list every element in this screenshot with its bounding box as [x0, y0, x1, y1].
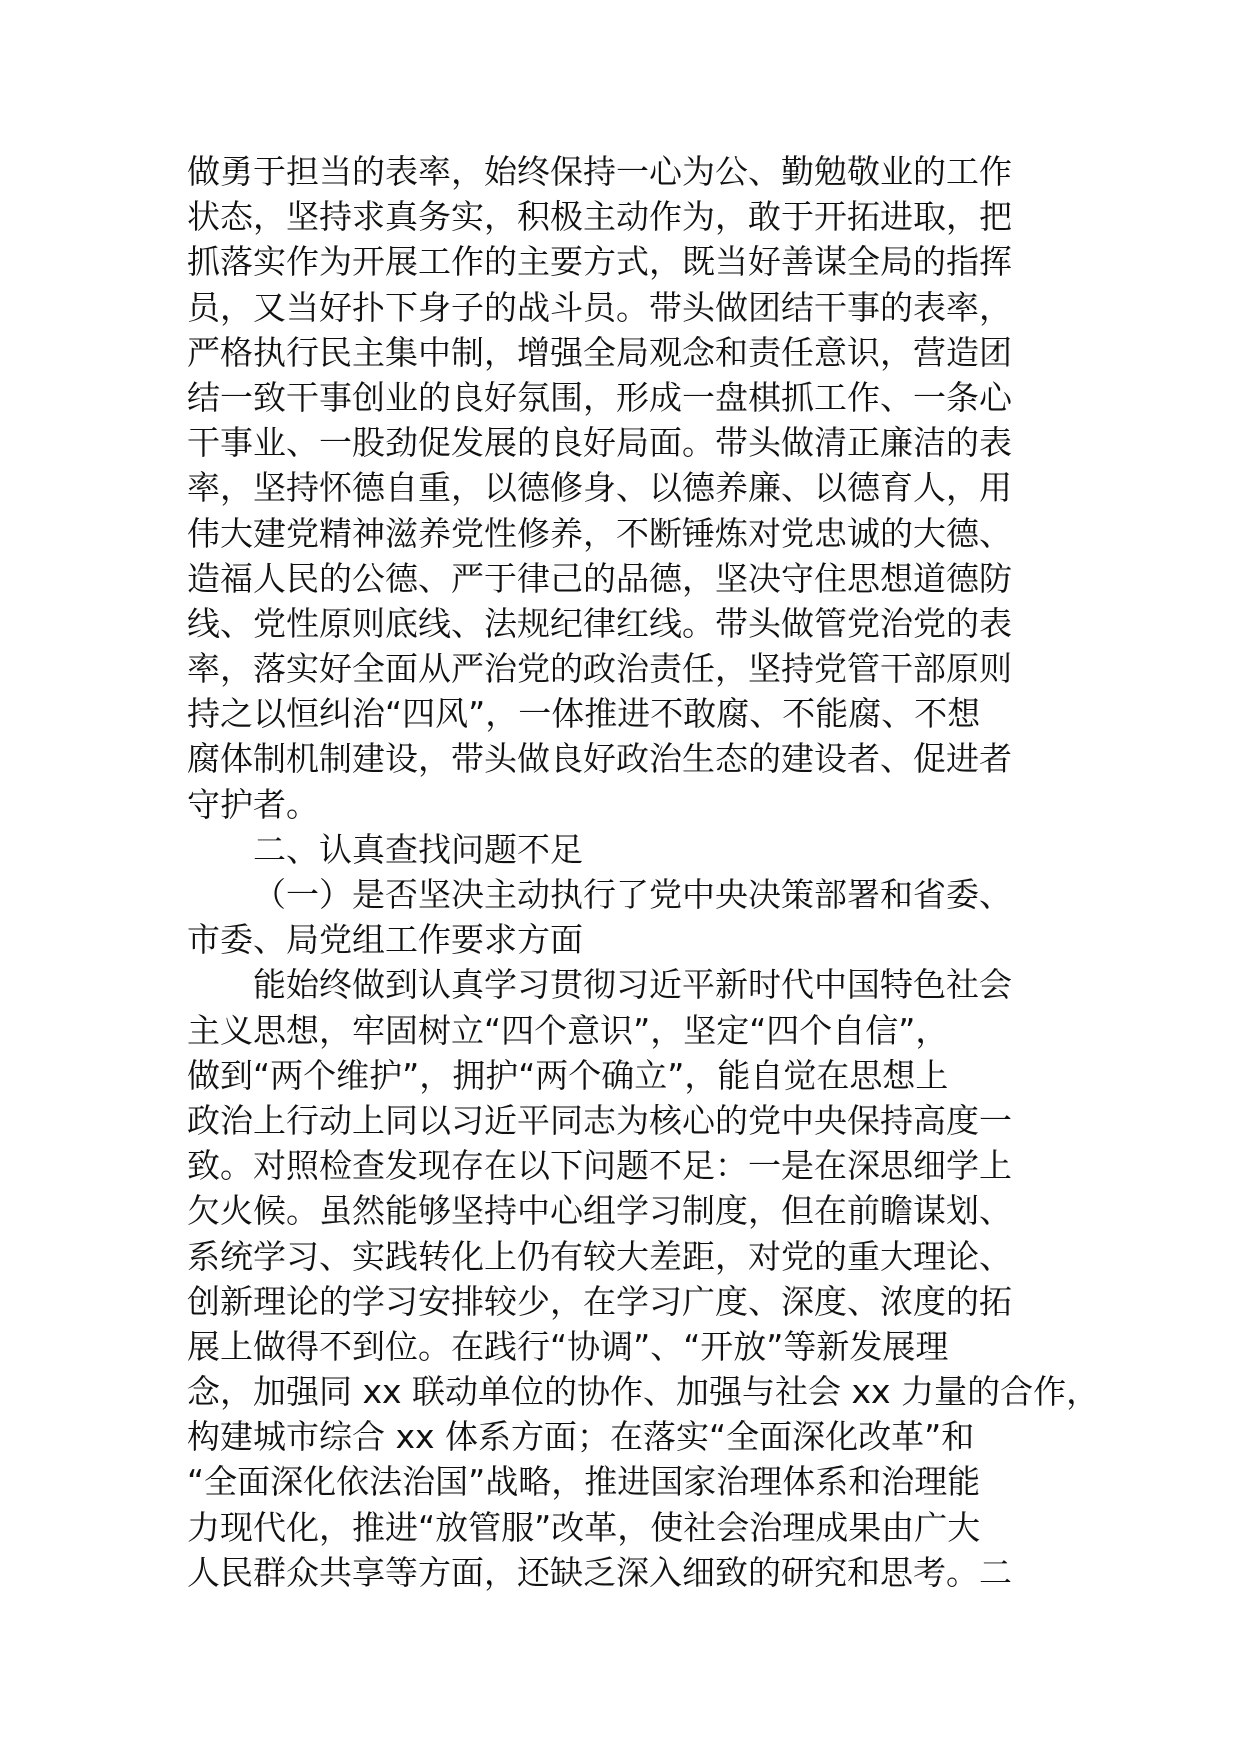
paragraph-line: 伟大建党精神滋养党性修养，不断锤炼对党忠诚的大德、 [187, 513, 1012, 553]
paragraph-line: 严格执行民主集中制，增强全局观念和责任意识，营造团 [187, 332, 1012, 372]
paragraph-line: 力现代化，推进“放管服”改革，使社会治理成果由广大 [187, 1507, 981, 1547]
paragraph-line: 构建城市综合 xx 体系方面；在落实“全面深化改革”和 [187, 1417, 975, 1457]
paragraph-line: 念，加强同 xx 联动单位的协作、加强与社会 xx 力量的合作， [187, 1372, 1100, 1412]
paragraph-line: 系统学习、实践转化上仍有较大差距，对党的重大理论、 [187, 1236, 1012, 1276]
paragraph-line: 造福人民的公德、严于律己的品德，坚决守住思想道德防 [187, 558, 1012, 598]
paragraph-line: 创新理论的学习安排较少，在学习广度、深度、浓度的拓 [187, 1281, 1012, 1321]
paragraph-line: 政治上行动上同以习近平同志为核心的党中央保持高度一 [187, 1100, 1012, 1140]
paragraph-line: 欠火候。虽然能够坚持中心组学习制度，但在前瞻谋划、 [187, 1191, 1012, 1231]
paragraph-line: 干事业、一股劲促发展的良好局面。带头做清正廉洁的表 [187, 423, 1012, 463]
paragraph-line: 率，坚持怀德自重，以德修身、以德养廉、以德育人，用 [187, 468, 1012, 508]
paragraph-line: 员，又当好扑下身子的战斗员。带头做团结干事的表率， [187, 287, 1012, 327]
paragraph-line: 结一致干事创业的良好氛围，形成一盘棋抓工作、一条心 [187, 377, 1012, 417]
paragraph-line: 做勇于担当的表率，始终保持一心为公、勤勉敬业的工作 [187, 152, 1012, 191]
subsection-heading: （一）是否坚决主动执行了党中央决策部署和省委、 [253, 875, 1012, 914]
paragraph-line: 能始终做到认真学习贯彻习近平新时代中国特色社会 [253, 965, 1012, 1005]
paragraph-line: 人民群众共享等方面，还缺乏深入细致的研究和思考。二 [187, 1552, 1012, 1592]
subsection-heading-continued: 市委、局党组工作要求方面 [187, 920, 583, 960]
paragraph-line: 致。对照检查发现存在以下问题不足：一是在深思细学上 [187, 1146, 1012, 1186]
paragraph-line: 腐体制机制建设，带头做良好政治生态的建设者、促进者 [187, 739, 1012, 779]
section-heading: 二、认真查找问题不足 [253, 829, 583, 869]
paragraph-line: 持之以恒纠治“四风”，一体推进不敢腐、不能腐、不想 [187, 694, 981, 734]
paragraph-line: 状态，坚持求真务实，积极主动作为，敢于开拓进取，把 [187, 197, 1012, 237]
document-body [187, 149, 1100, 1595]
paragraph-line: 做到“两个维护”，拥护“两个确立”，能自觉在思想上 [187, 1055, 949, 1095]
paragraph-line: 守护者。 [187, 784, 319, 824]
paragraph-line: 线、党性原则底线、法规纪律红线。带头做管党治党的表 [187, 603, 1012, 643]
paragraph-line: 展上做得不到位。在践行“协调”、“开放”等新发展理 [187, 1326, 949, 1366]
paragraph-line: 主义思想，牢固树立“四个意识”，坚定“四个自信”， [187, 1010, 949, 1050]
paragraph-line: 抓落实作为开展工作的主要方式，既当好善谋全局的指挥 [187, 242, 1012, 282]
paragraph-line: “全面深化依法治国”战略，推进国家治理体系和治理能 [187, 1462, 981, 1502]
paragraph-line: 率，落实好全面从严治党的政治责任，坚持党管干部原则 [187, 649, 1012, 689]
